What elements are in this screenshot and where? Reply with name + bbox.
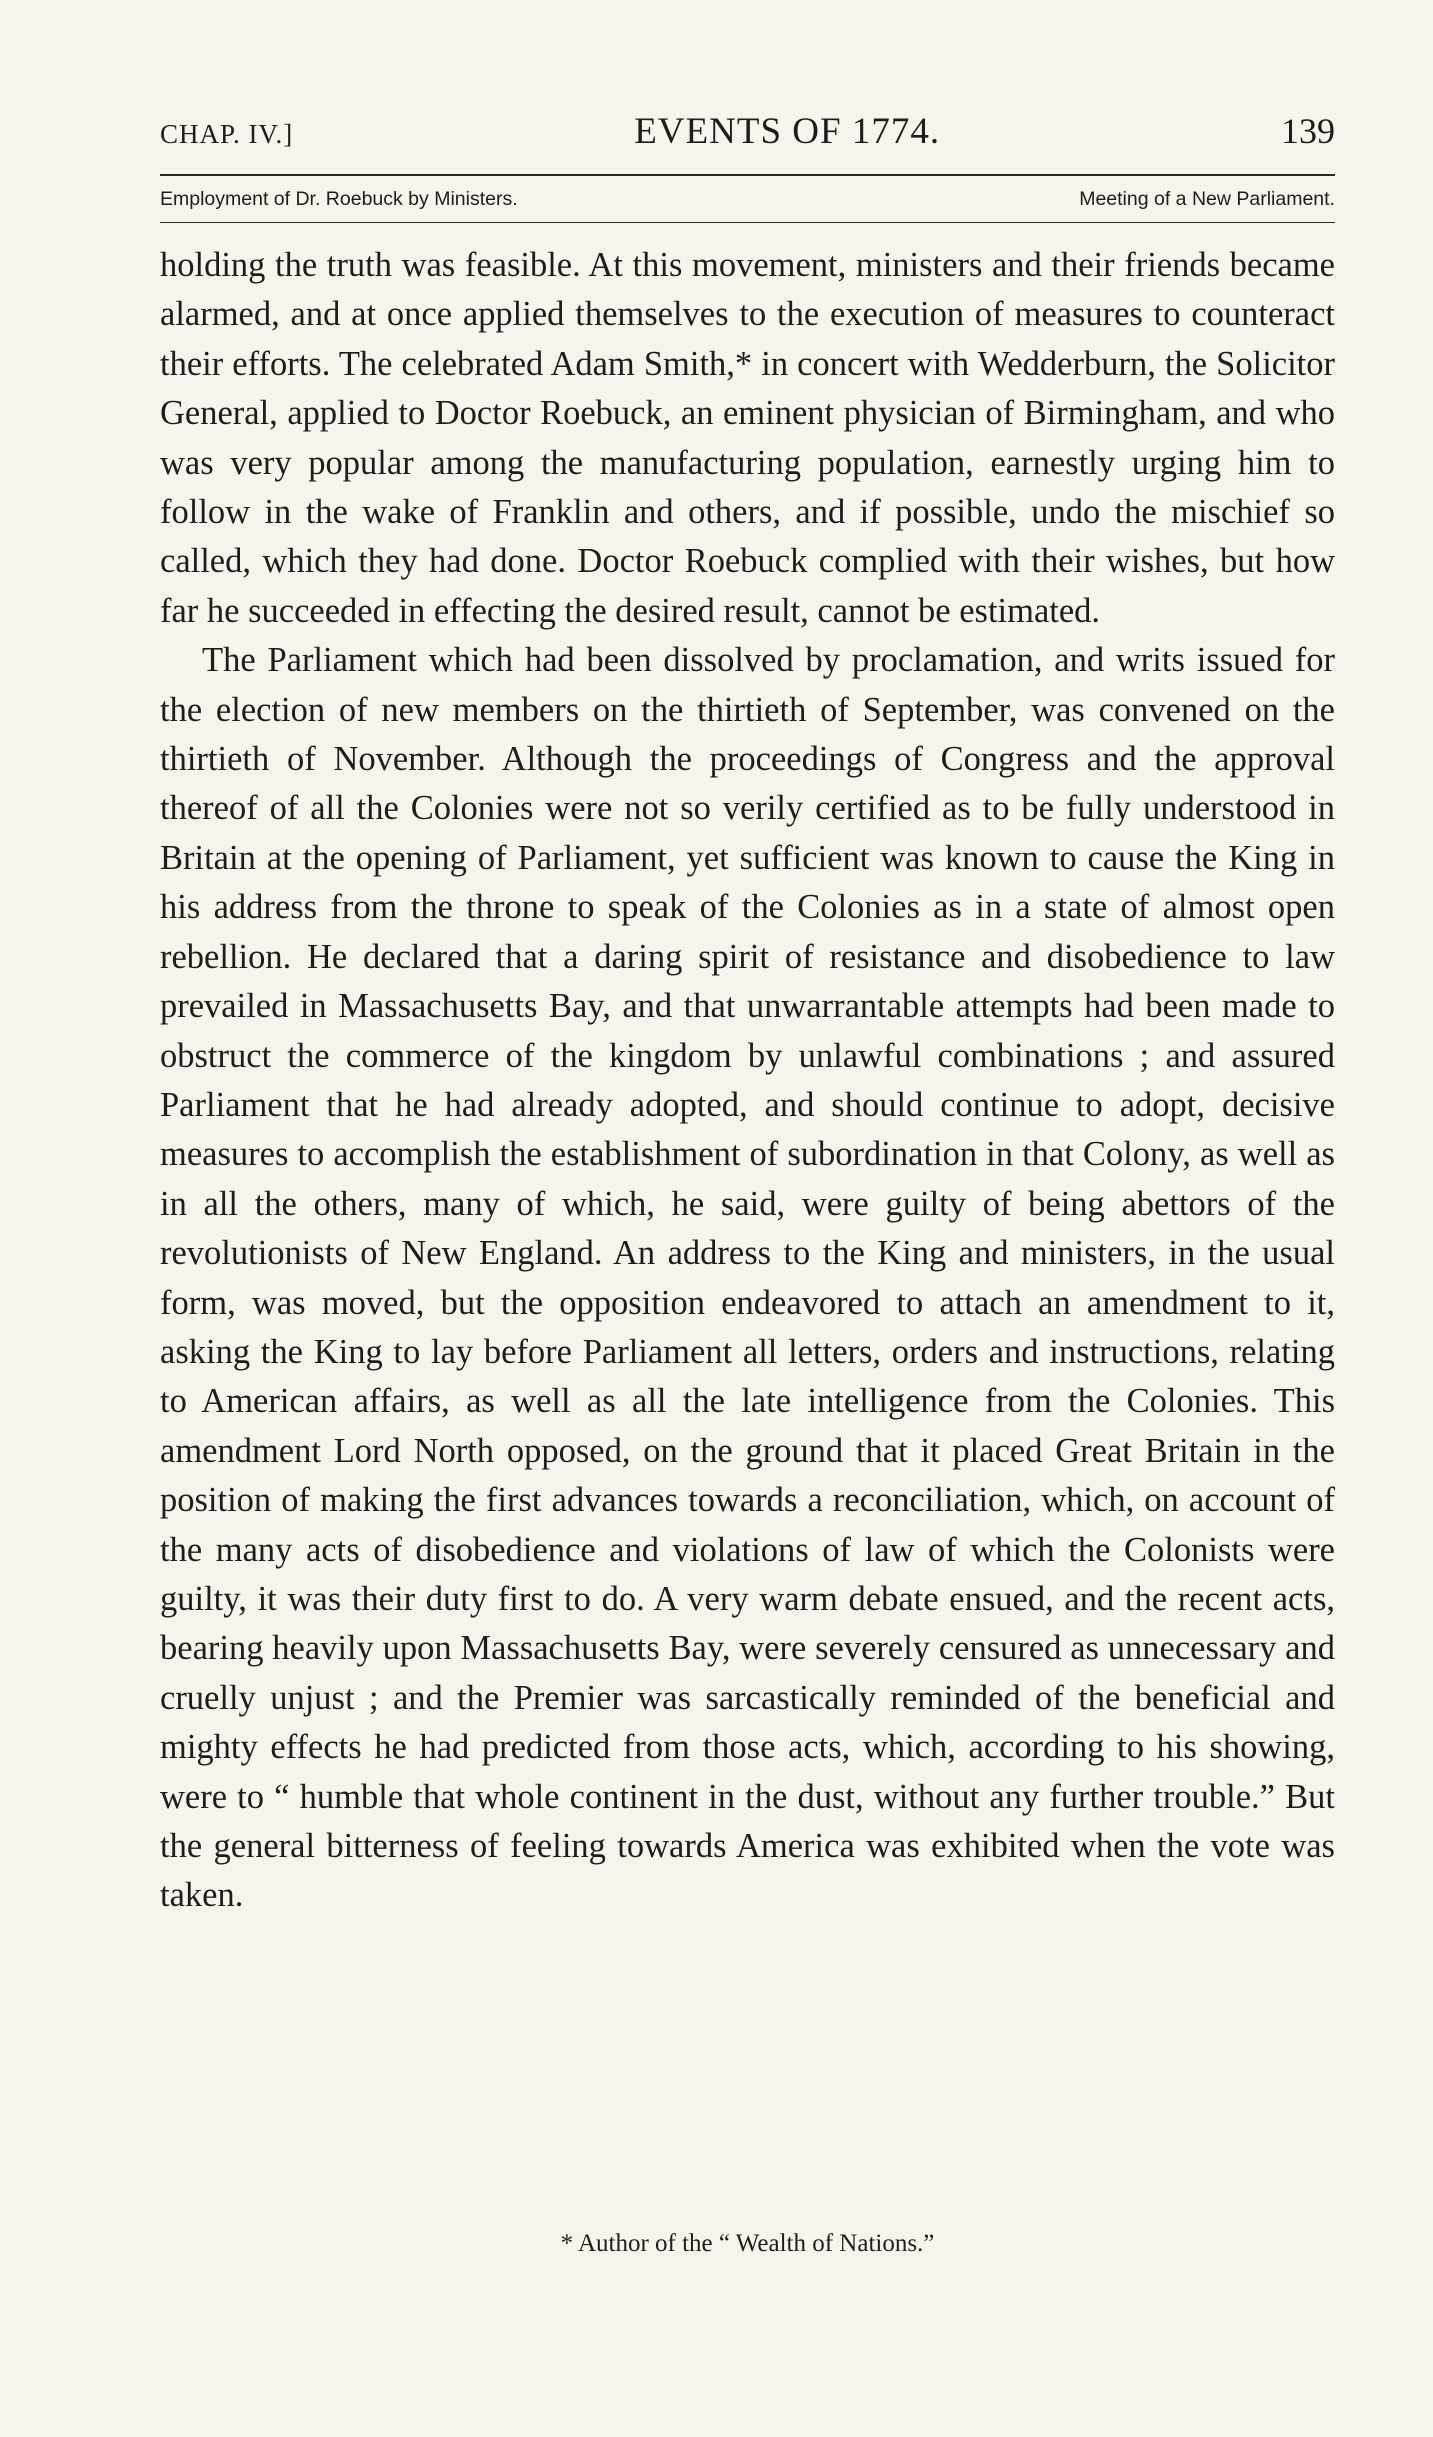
- footnote: * Author of the “ Wealth of Nations.”: [560, 2230, 935, 2257]
- running-head: [160, 110, 1335, 160]
- side-heading-left: Employment of Dr. Roebuck by Ministers.: [160, 188, 518, 210]
- book-page: [160, 110, 1335, 2257]
- paragraph-parliament: The Parliament which had been dissolved by proclamation, and writs issued for the election of new members on the thirtieth of September, was convened on the thirtieth of November. Although the proceedings of Congress and the approval thereof of all the Colonies were not so verily certified as to be fully understood in Britain at the opening of Parliament, yet sufficient was known to cause the King in his address from the throne to speak of the Colonies as in a state of almost open rebellion. He declared that a daring spirit of resistance and disobedience to law prevailed in Massachusetts Bay, and that unwarrantable attempts had been made to obstruct the commerce of the kingdom by unlawful combinations ; and assured Parliament that he had already adopted, and should continue to adopt, decisive measures to accomplish the establishment of subordination in that Colony, as well as in all the others, many of which, he said, were guilty of being abettors of the revolutionists of New England. An address to the King and ministers, in the usual form, was moved, but the opposition endeavored to attach an amendment to it, asking the King to lay before Parliament all letters, orders and instructions, relating to American affairs, as well as all the late intelligence from the Colonies. This amendment Lord North opposed, on the ground that it placed Great Britain in the position of making the first advances towards a reconciliation, which, on account of the many acts of disobedience and violations of law of which the Colonists were guilty, it was their duty first to do. A very warm debate ensued, and the recent acts, bearing heavily upon Massachusetts Bay, were severely censured as unnecessary and cruelly unjust ; and the Premier was sarcastically reminded of the beneficial and mighty effects he had predicted from those acts, which, according to his showing, were to “ humble that whole continent in the dust, without any further trouble.” But the general bitterness of feeling towards America was exhibited when the vote was taken.: [160, 641, 1335, 1915]
- running-title: EVENTS OF 1774.: [634, 111, 941, 152]
- side-headings: [160, 176, 1335, 214]
- side-heading-right: Meeting of a New Parliament.: [1079, 188, 1335, 210]
- page-number: 139: [1281, 111, 1335, 151]
- side-heading-rule: [160, 222, 1335, 223]
- body-text: [160, 241, 1335, 1921]
- chapter-label: CHAP. IV.]: [160, 119, 294, 149]
- paragraph-continued: holding the truth was feasible. At this movement, ministers and their friends became alarmed, and at once applied themselves to the execution of measures to counteract their efforts. The celebrated Adam Smith,* in concert with Wedderburn, the Solicitor General, applied to Doctor Roebuck, an eminent physician of Birmingham, and who was very popular among the manufacturing population, earnestly urging him to follow in the wake of Franklin and others, and if possible, undo the mischief so called, which they had done. Doctor Roebuck complied with their wishes, but how far he succeeded in effecting the desired result, cannot be estimated.: [160, 246, 1335, 630]
